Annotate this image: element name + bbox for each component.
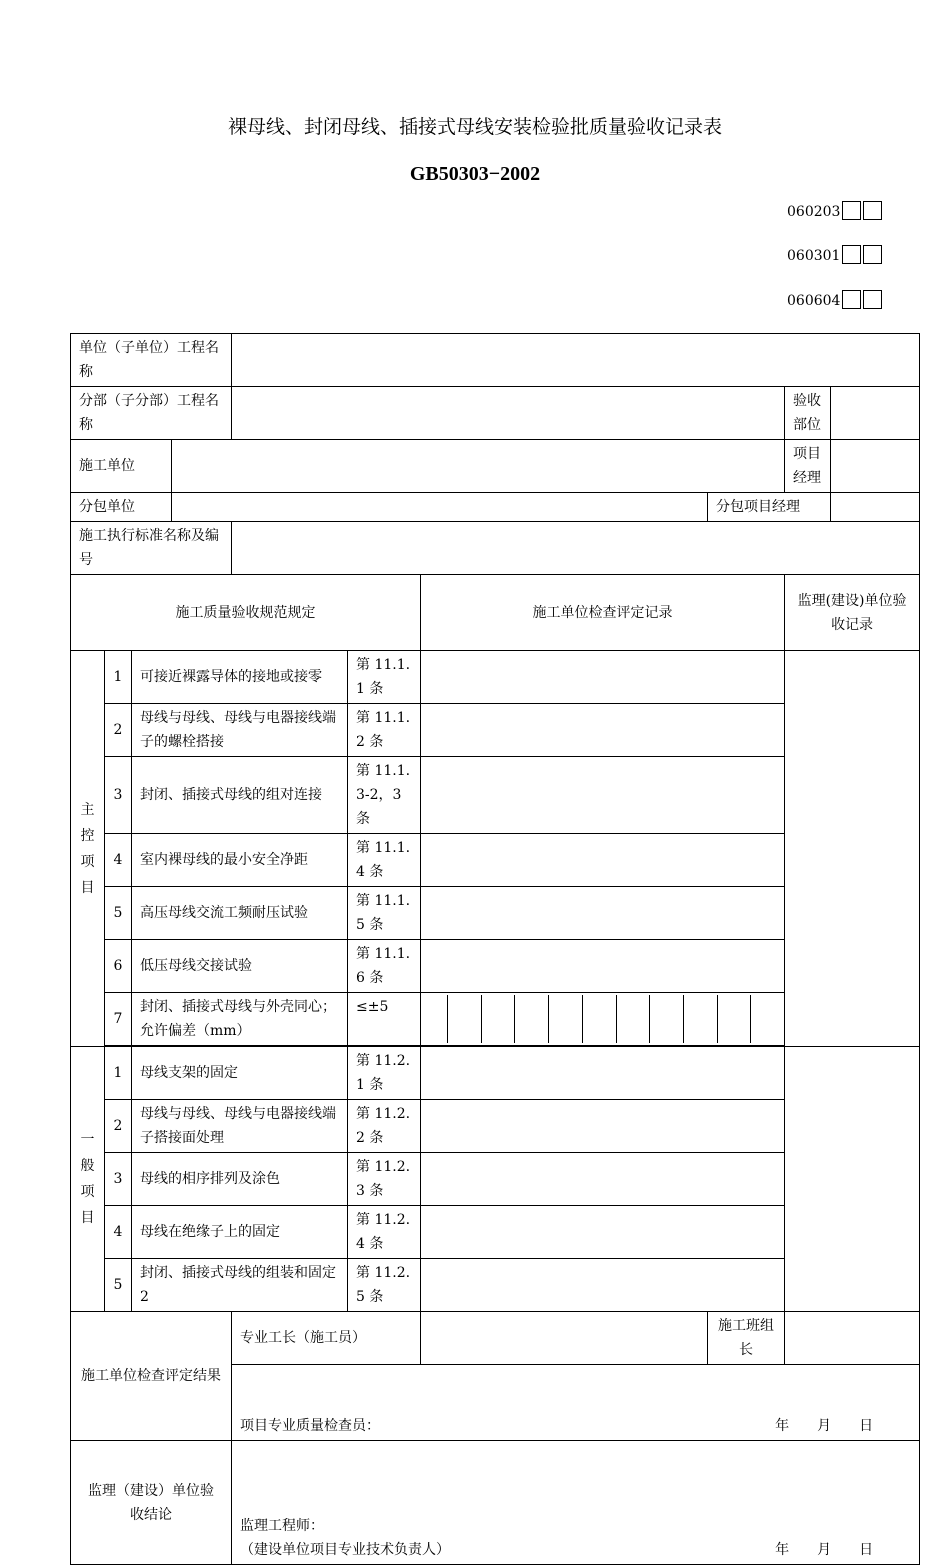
item-desc: 封闭、插接式母线的组对连接 (132, 757, 348, 834)
label-project-manager: 项目经理 (785, 440, 831, 493)
item-no: 3 (105, 1153, 132, 1206)
header-supervision: 监理(建设)单位验收记录 (785, 575, 920, 651)
supervision-cell-general[interactable] (785, 1047, 920, 1312)
date-label: 年 月 日 (775, 1418, 874, 1434)
item-desc: 母线支架的固定 (132, 1047, 348, 1100)
record-cell[interactable] (421, 1047, 785, 1100)
supervision-cell-main[interactable] (785, 651, 920, 1047)
measurement-cell[interactable] (649, 995, 683, 1043)
check-result-field[interactable] (232, 1365, 920, 1441)
item-clause: 第 11.1.3-2，3 条 (348, 757, 421, 834)
field-sub-project[interactable] (232, 387, 785, 440)
measurement-grid[interactable] (421, 993, 785, 1046)
record-cell[interactable] (421, 940, 785, 993)
item-desc: 低压母线交接试验 (132, 940, 348, 993)
foreman-label: 专业工长（施工员） (232, 1312, 421, 1365)
item-no: 1 (105, 651, 132, 704)
form-code-2: 060301 (787, 245, 882, 264)
label-sub-project: 分部（子分部）工程名称 (71, 387, 232, 440)
team-leader-label: 施工班组长 (708, 1312, 785, 1365)
record-cell[interactable] (421, 1153, 785, 1206)
item-desc: 母线在绝缘子上的固定 (132, 1206, 348, 1259)
foreman-field[interactable] (421, 1312, 708, 1365)
header-record: 施工单位检查评定记录 (421, 575, 785, 651)
item-clause: 第 11.2.1 条 (348, 1047, 421, 1100)
code-checkbox[interactable] (863, 201, 882, 220)
item-no: 1 (105, 1047, 132, 1100)
item-no: 4 (105, 834, 132, 887)
check-result-label: 施工单位检查评定结果 (71, 1312, 232, 1441)
field-subcontractor[interactable] (172, 493, 708, 522)
field-sub-project-manager[interactable] (831, 493, 920, 522)
label-accept-part: 验收部位 (785, 387, 831, 440)
field-standard-name[interactable] (232, 522, 920, 575)
field-unit-project[interactable] (232, 334, 920, 387)
item-no: 6 (105, 940, 132, 993)
item-clause: 第 11.1.4 条 (348, 834, 421, 887)
date-label: 年 月 日 (775, 1542, 874, 1558)
code-checkbox[interactable] (842, 290, 861, 309)
item-clause: 第 11.2.4 条 (348, 1206, 421, 1259)
measurement-cell[interactable] (717, 995, 751, 1043)
item-no: 5 (105, 1259, 132, 1312)
measurement-cell[interactable] (514, 995, 548, 1043)
label-contractor: 施工单位 (71, 440, 172, 493)
measurement-cell[interactable] (481, 995, 515, 1043)
code-checkbox[interactable] (842, 201, 861, 220)
item-clause: 第 11.1.1 条 (348, 651, 421, 704)
measurement-cell[interactable] (582, 995, 616, 1043)
field-accept-part[interactable] (831, 387, 920, 440)
record-cell[interactable] (421, 704, 785, 757)
team-leader-field[interactable] (785, 1312, 920, 1365)
item-clause: 第 11.1.6 条 (348, 940, 421, 993)
record-cell[interactable] (421, 1259, 785, 1312)
item-clause: ≤±5 (348, 993, 421, 1046)
label-unit-project: 单位（子单位）工程名称 (71, 334, 232, 387)
form-title: 裸母线、封闭母线、插接式母线安装检验批质量验收记录表 (227, 116, 722, 138)
item-desc: 母线与母线、母线与电器接线端子搭接面处理 (132, 1100, 348, 1153)
measurement-cell[interactable] (750, 995, 784, 1043)
form-code-3: 060604 (787, 290, 882, 309)
label-standard-name: 施工执行标准名称及编号 (71, 522, 232, 575)
supervision-conclusion-field[interactable] (232, 1441, 920, 1565)
record-cell[interactable] (421, 1100, 785, 1153)
form-code-1: 060203 (787, 201, 882, 220)
code-checkbox[interactable] (863, 290, 882, 309)
item-no: 3 (105, 757, 132, 834)
item-no: 2 (105, 1100, 132, 1153)
item-desc: 封闭、插接式母线的组装和固定 2 (132, 1259, 348, 1312)
inspection-table (70, 333, 920, 1565)
owner-tech-label: （建设单位项目专业技术负责人） (240, 1542, 450, 1558)
item-desc: 高压母线交流工频耐压试验 (132, 887, 348, 940)
label-subcontractor: 分包单位 (71, 493, 172, 522)
main-items-label: 主控项目 (71, 651, 105, 1047)
item-no: 2 (105, 704, 132, 757)
general-items-label: 一般项目 (71, 1047, 105, 1312)
measurement-cell[interactable] (548, 995, 582, 1043)
header-spec: 施工质量验收规范规定 (71, 575, 421, 651)
field-project-manager[interactable] (831, 440, 920, 493)
item-desc: 可接近裸露导体的接地或接零 (132, 651, 348, 704)
item-desc: 母线的相序排列及涂色 (132, 1153, 348, 1206)
standard-number: GB50303−2002 (409, 163, 541, 185)
item-clause: 第 11.1.2 条 (348, 704, 421, 757)
record-cell[interactable] (421, 757, 785, 834)
field-contractor[interactable] (172, 440, 785, 493)
supervision-conclusion-label: 监理（建设）单位验收结论 (71, 1441, 232, 1565)
item-desc: 封闭、插接式母线与外壳同心；允许偏差（mm） (132, 993, 348, 1046)
item-no: 5 (105, 887, 132, 940)
item-no: 7 (105, 993, 132, 1046)
item-desc: 母线与母线、母线与电器接线端子的螺栓搭接 (132, 704, 348, 757)
record-cell[interactable] (421, 651, 785, 704)
item-clause: 第 11.2.3 条 (348, 1153, 421, 1206)
measurement-cell[interactable] (448, 995, 481, 1043)
code-checkbox[interactable] (842, 245, 861, 264)
measurement-cell[interactable] (616, 995, 650, 1043)
item-no: 4 (105, 1206, 132, 1259)
measurement-cell[interactable] (683, 995, 717, 1043)
item-clause: 第 11.1.5 条 (348, 887, 421, 940)
label-sub-project-manager: 分包项目经理 (708, 493, 831, 522)
item-clause: 第 11.2.2 条 (348, 1100, 421, 1153)
engineer-label: 监理工程师： (240, 1518, 324, 1534)
item-desc: 室内裸母线的最小安全净距 (132, 834, 348, 887)
code-checkbox[interactable] (863, 245, 882, 264)
record-cell[interactable] (421, 887, 785, 940)
record-cell[interactable] (421, 1206, 785, 1259)
item-clause: 第 11.2.5 条 (348, 1259, 421, 1312)
quality-inspector-label: 项目专业质量检查员： (240, 1418, 380, 1434)
record-cell[interactable] (421, 834, 785, 887)
